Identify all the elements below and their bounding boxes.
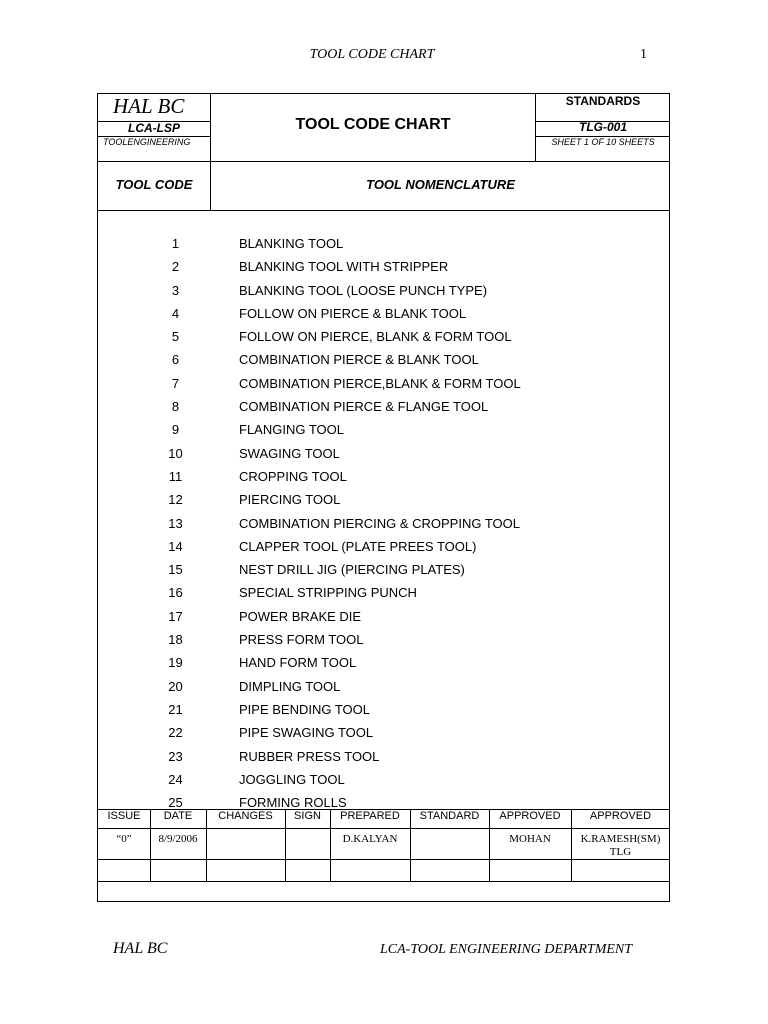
tool-name: COMBINATION PIERCING & CROPPING TOOL — [239, 515, 520, 531]
tool-name: FORMING ROLLS — [239, 795, 347, 811]
footer-company: HAL BC — [113, 940, 168, 957]
project-code: LCA-LSP — [128, 121, 180, 135]
tool-name: COMBINATION PIERCE & BLANK TOOL — [239, 352, 479, 368]
tool-name: RUBBER PRESS TOOL — [239, 748, 380, 764]
tool-row — [98, 256, 670, 279]
tool-row — [98, 629, 670, 652]
footer-department: LCA-TOOL ENGINEERING DEPARTMENT — [380, 942, 633, 957]
tool-code: 6 — [171, 352, 180, 368]
code-column-divider — [210, 94, 211, 211]
tool-code: 4 — [171, 305, 180, 321]
tool-name: PRESS FORM TOOL — [239, 632, 364, 648]
rev-header-prepared: PREPARED — [340, 810, 400, 822]
tool-code-header: TOOL CODE — [115, 177, 193, 192]
tool-code: 1 — [171, 236, 180, 251]
tool-name: NEST DRILL JIG (PIERCING PLATES) — [239, 562, 465, 578]
tool-name: FLANGING TOOL — [239, 422, 344, 438]
tool-code: 9 — [171, 422, 180, 438]
tool-name: SWAGING TOOL — [239, 445, 340, 461]
tool-name: CROPPING TOOL — [239, 468, 347, 484]
rev-header-sign: SIGN — [294, 810, 321, 822]
tool-list — [98, 233, 670, 815]
tool-name: PIPE SWAGING TOOL — [239, 725, 374, 741]
tool-row — [98, 396, 670, 419]
tool-name: SPECIAL STRIPPING PUNCH — [239, 585, 417, 601]
tool-row — [98, 419, 670, 442]
page-header-title: TOOL CODE CHART — [309, 47, 435, 62]
tool-row — [98, 536, 670, 559]
rev-approved-2-dept: TLG — [609, 846, 632, 858]
rev-date-value: 8/9/2006 — [158, 833, 198, 845]
tool-row — [98, 606, 670, 629]
tool-name: POWER BRAKE DIE — [239, 608, 362, 624]
tool-code: 11 — [168, 468, 183, 484]
revision-row-line — [98, 859, 670, 860]
tool-code: 2 — [171, 259, 180, 275]
tool-name: FOLLOW ON PIERCE & BLANK TOOL — [239, 305, 467, 321]
rev-header-approved-2: APPROVED — [589, 810, 652, 822]
tool-code: 18 — [168, 632, 183, 648]
tool-code: 15 — [168, 562, 183, 578]
tool-name: FOLLOW ON PIERCE, BLANK & FORM TOOL — [239, 329, 512, 345]
tool-code: 25 — [168, 795, 183, 811]
tool-code: 19 — [168, 655, 183, 671]
revision-header-line — [98, 828, 670, 829]
tool-name: BLANKING TOOL WITH STRIPPER — [239, 259, 449, 275]
rev-issue-value: “0” — [116, 833, 132, 845]
tool-row — [98, 373, 670, 396]
tool-row — [98, 466, 670, 489]
tool-name: PIPE BENDING TOOL — [239, 701, 371, 717]
tool-name: CLAPPER TOOL (PLATE PREES TOOL) — [239, 538, 477, 554]
rev-header-date: DATE — [163, 810, 193, 822]
rev-header-standard: STANDARD — [419, 810, 480, 822]
tool-row — [98, 746, 670, 769]
tool-code: 12 — [168, 492, 183, 508]
tool-code: 21 — [168, 701, 183, 717]
rev-approved-value: MOHAN — [509, 833, 551, 845]
standards-label: STANDARDS — [565, 94, 641, 108]
tool-name: JOGGLING TOOL — [239, 771, 345, 787]
tool-name: DIMPLING TOOL — [239, 678, 341, 694]
tool-nomenclature-header: TOOL NOMENCLATURE — [366, 177, 515, 192]
tool-row — [98, 676, 670, 699]
page-number: 1 — [640, 47, 647, 62]
tool-name: BLANKING TOOL (LOOSE PUNCH TYPE) — [239, 282, 488, 298]
tool-code: 23 — [168, 748, 183, 764]
tool-row — [98, 280, 670, 303]
revision-row-line-2 — [98, 881, 670, 882]
tool-code: 13 — [168, 515, 183, 531]
tool-row — [98, 513, 670, 536]
tool-code: 7 — [171, 375, 180, 391]
rev-prepared-value: D.KALYAN — [342, 833, 398, 845]
sheet-count: SHEET 1 OF 10 SHEETS — [551, 137, 655, 147]
rev-header-issue: ISSUE — [107, 810, 141, 822]
tool-code: 16 — [168, 585, 183, 601]
tool-row — [98, 769, 670, 792]
tool-row — [98, 489, 670, 512]
tool-row — [98, 652, 670, 675]
title-block-bottom-line — [98, 161, 670, 162]
tool-code: 20 — [168, 678, 183, 694]
tool-row — [98, 559, 670, 582]
tool-code: 8 — [171, 399, 180, 415]
document-title: TOOL CODE CHART — [295, 116, 451, 133]
rev-approved-2-value: K.RAMESH(SM) — [580, 833, 661, 845]
tool-code: 24 — [168, 771, 183, 787]
tool-code: 5 — [171, 329, 180, 345]
tool-code: 3 — [171, 282, 180, 298]
document-number: TLG-001 — [578, 120, 627, 134]
tool-row — [98, 443, 670, 466]
tool-row — [98, 722, 670, 745]
tool-code: 17 — [168, 608, 183, 624]
tool-row — [98, 233, 670, 256]
tool-name: HAND FORM TOOL — [239, 655, 357, 671]
column-header-bottom-line — [98, 210, 670, 211]
tool-name: PIERCING TOOL — [239, 492, 341, 508]
department-name: TOOLENGINEERING — [103, 137, 191, 147]
tool-code: 22 — [168, 725, 183, 741]
tool-row — [98, 303, 670, 326]
tool-row — [98, 699, 670, 722]
company-name: HAL BC — [113, 94, 185, 118]
rev-header-changes: CHANGES — [218, 810, 273, 822]
tool-row — [98, 582, 670, 605]
tool-name: COMBINATION PIERCE,BLANK & FORM TOOL — [239, 375, 521, 391]
tool-row — [98, 326, 670, 349]
rev-header-approved: APPROVED — [499, 810, 561, 822]
tool-name: COMBINATION PIERCE & FLANGE TOOL — [239, 399, 489, 415]
tool-row — [98, 349, 670, 372]
tool-code: 14 — [168, 538, 183, 554]
tool-code: 10 — [168, 445, 183, 461]
tool-name: BLANKING TOOL — [239, 236, 344, 251]
